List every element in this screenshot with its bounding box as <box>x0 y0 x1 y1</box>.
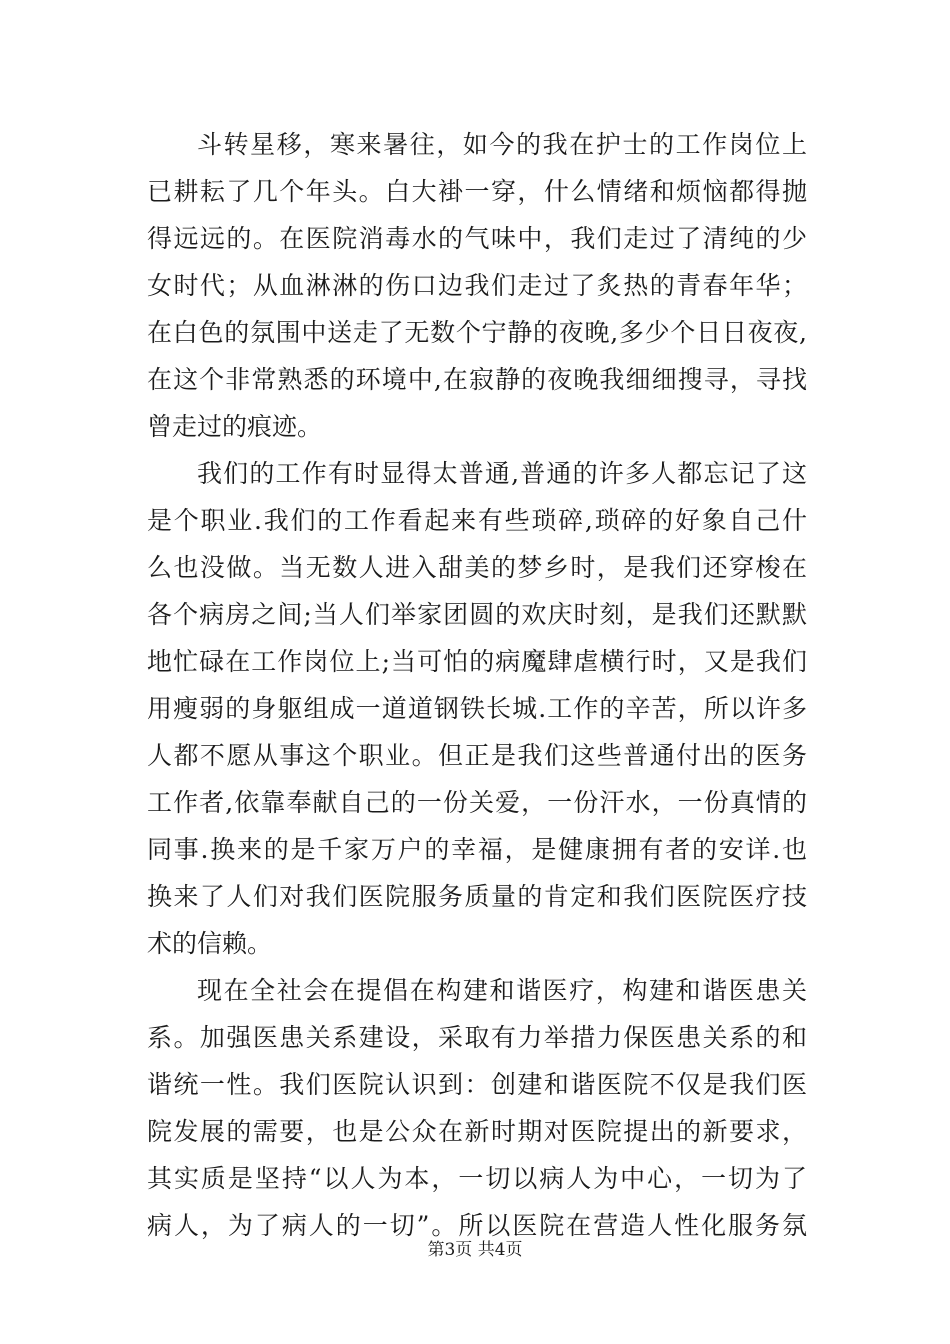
text-line: 谐统一性。我们医院认识到：创建和谐医院不仅是我们医 <box>147 1070 807 1099</box>
document-body <box>147 121 807 1249</box>
text-line: 现在全社会在提倡在构建和谐医疗，构建和谐医患关 <box>197 976 807 1005</box>
text-line: 其实质是坚持“以人为本，一切以病人为中心，一切为了 <box>147 1164 807 1193</box>
text-line: 各个病房之间;当人们举家团圆的欢庆时刻，是我们还默默 <box>147 600 807 629</box>
text-line: 么也没做。当无数人进入甜美的梦乡时，是我们还穿梭在 <box>147 553 807 582</box>
text-line: 换来了人们对我们医院服务质量的肯定和我们医院医疗技 <box>147 882 807 911</box>
paragraph-3 <box>147 967 807 1249</box>
text-line: 是个职业.我们的工作看起来有些琐碎,琐碎的好象自己什 <box>147 506 807 535</box>
text-line: 女时代；从血淋淋的伤口边我们走过了炙热的青春年华； <box>147 271 807 300</box>
text-line: 斗转星移，寒来暑往，如今的我在护士的工作岗位上 <box>197 130 807 159</box>
text-line: 同事.换来的是千家万户的幸福，是健康拥有者的安详.也 <box>147 835 807 864</box>
text-line: 在白色的氛围中送走了无数个宁静的夜晚,多少个日日夜夜, <box>147 318 807 347</box>
paragraph-1 <box>147 121 807 450</box>
text-line: 已耕耘了几个年头。白大褂一穿，什么情绪和烦恼都得抛 <box>147 177 807 206</box>
text-line: 人都不愿从事这个职业。但正是我们这些普通付出的医务 <box>147 741 807 770</box>
text-line: 用瘦弱的身躯组成一道道钢铁长城.工作的辛苦，所以许多 <box>147 694 807 723</box>
text-line: 地忙碌在工作岗位上;当可怕的病魔肆虐横行时，又是我们 <box>147 647 807 676</box>
text-line: 系。加强医患关系建设，采取有力举措力保医患关系的和 <box>147 1023 807 1052</box>
page-number-footer: 第3页 共4页 <box>427 1240 523 1260</box>
text-line: 在这个非常熟悉的环境中,在寂静的夜晚我细细搜寻，寻找 <box>147 365 807 394</box>
text-line: 术的信赖。 <box>147 929 273 958</box>
text-line: 得远远的。在医院消毒水的气味中，我们走过了清纯的少 <box>147 224 807 253</box>
text-line: 工作者,依靠奉献自己的一份关爱，一份汗水，一份真情的 <box>147 788 807 817</box>
text-line: 曾走过的痕迹。 <box>147 412 323 441</box>
text-line: 我们的工作有时显得太普通,普通的许多人都忘记了这 <box>197 459 807 488</box>
text-line: 院发展的需要，也是公众在新时期对医院提出的新要求， <box>147 1117 807 1146</box>
text-line: 病人，为了病人的一切”。所以医院在营造人性化服务氛 <box>147 1211 807 1240</box>
paragraph-2 <box>147 450 807 967</box>
